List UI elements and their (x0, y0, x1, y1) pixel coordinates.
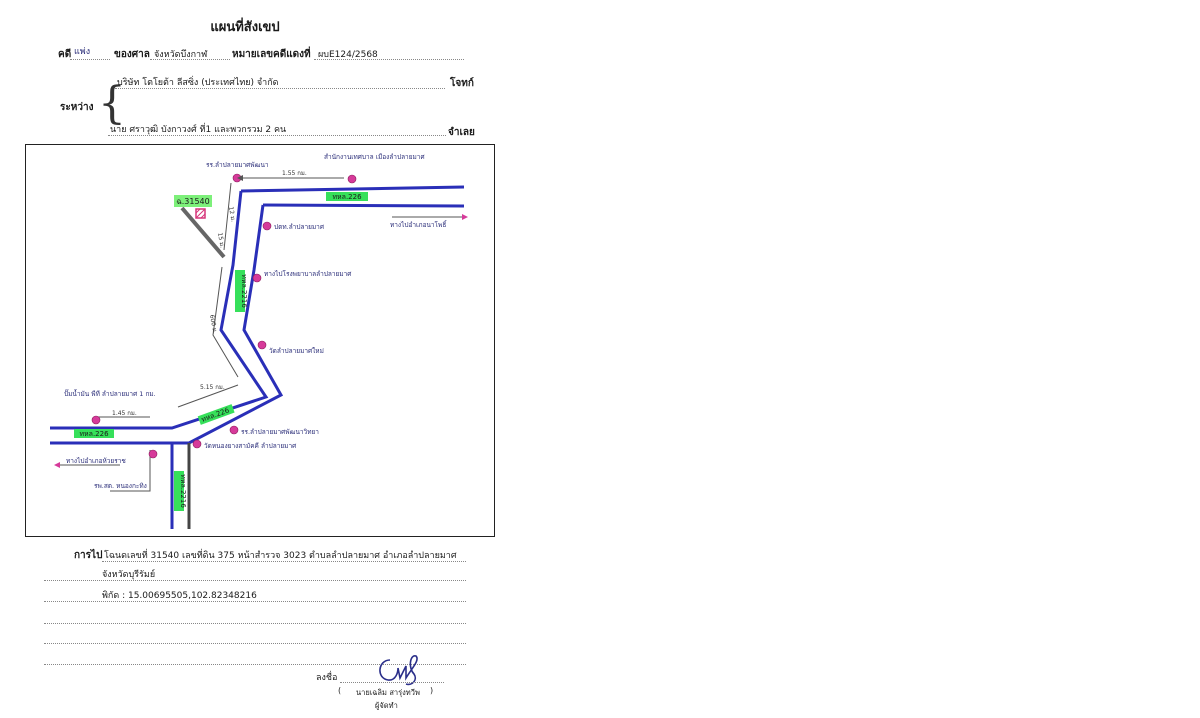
plot-marker (174, 195, 212, 218)
map-canvas (26, 145, 494, 536)
plaintiff-role: โจทก์ (450, 78, 474, 89)
distance-label: 5.15 กม. (200, 384, 225, 391)
distance-label: 12 ม. (227, 206, 237, 223)
signer-role: ผู้จัดทำ (375, 701, 398, 710)
plot-label: ฉ.31540 (176, 197, 210, 206)
distance-label: 1.45 กม. (112, 410, 137, 417)
distance-label: 1.55 กม. (282, 170, 307, 177)
court-field (150, 47, 230, 60)
road-vertical-inner (50, 205, 281, 443)
red-case-label: หมายเลขคดีแดงที่ (232, 49, 311, 60)
plaintiff-name: บริษัท โตโยต้า ลีสซิ่ง (ประเทศไทย) จำกัด (117, 78, 279, 88)
landmark-icon (149, 450, 157, 458)
case-type-field (70, 47, 110, 60)
case-label: คดี (58, 49, 72, 60)
landmark-icon (253, 274, 261, 282)
paren-open: ( (338, 686, 342, 695)
distance-label: 600 ม. (208, 314, 219, 335)
landmark-label: ทางไปโรงพยาบาลลำปลายมาศ (264, 270, 352, 278)
landmark-labels (64, 153, 448, 490)
distance-label: 15 ม. (216, 232, 226, 249)
distance-labels (112, 170, 307, 417)
coordinates: พิกัด : 15.00695505,102.82348216 (102, 591, 257, 601)
signer-name: นายเฉลิม สารุ่งทวีพ (356, 688, 420, 697)
route-label: การไป (74, 550, 103, 561)
landmark-label: รร.ลำปลายมาศพัฒนา (206, 161, 269, 169)
document-title: แผนที่สังเขป (210, 20, 280, 35)
landmark-label: ปั๊มน้ำมัน พีที ลำปลายมาศ 1 กม. (64, 390, 156, 398)
road-label-1: ทหล.226 (332, 193, 362, 201)
road-north (241, 187, 464, 191)
sketch-map (25, 144, 495, 537)
landmark-icon (193, 440, 201, 448)
landmark-label: ปตท.ลำปลายมาศ (274, 223, 324, 231)
landmark-icon (263, 222, 271, 230)
landmark-label (324, 153, 425, 161)
court-label: ของศาล (114, 49, 150, 60)
court-name: จังหวัดบึงกาฬ (154, 50, 208, 60)
landmark-label: ทางไปอำเภอนาโพธิ์ (390, 221, 447, 229)
road-label-3: ทหล.226 (200, 406, 231, 424)
arrow-east-icon (462, 214, 468, 220)
landmark-icon (258, 341, 266, 349)
red-case-number: ผบE124/2568 (318, 50, 378, 60)
road-network (50, 187, 464, 529)
landmark-label: วัดลำปลายมาศใหม่ (269, 347, 324, 355)
road-label-4: ทหล.226 (79, 430, 109, 438)
route-text-1: โฉนดเลขที่ 31540 เลขที่ดิน 375 หน้าสำรวจ 3023 ตำบลลำปลายมาศ อำเภอลำปลายมาศ (104, 551, 457, 561)
road-east (263, 205, 464, 206)
road-label-5: ทหล.2216 (179, 474, 187, 508)
route-line-2 (44, 566, 466, 581)
road-label-2: ทหล.2216 (240, 274, 248, 308)
landmark-icon (92, 416, 100, 424)
blank-line-1 (44, 622, 466, 624)
red-case-field (314, 47, 464, 60)
case-type: แพ่ง (74, 47, 91, 57)
defendant-field (108, 122, 446, 136)
landmark-label-part: สำนักงานเทศบาล เมืองลำปลายมาศ (324, 153, 425, 161)
sign-label: ลงชื่อ (316, 673, 338, 683)
landmark-label: วัดหนองยางสามัคคี ลำปลายมาศ (204, 442, 297, 450)
landmark-label: รพ.สต. หนองกะทิง (94, 482, 147, 490)
route-text-2: จังหวัดบุรีรัมย์ (102, 570, 156, 580)
plot-hatch (196, 209, 205, 218)
plaintiff-field (115, 75, 445, 89)
blank-line-2 (44, 642, 466, 644)
sign-line (340, 681, 444, 683)
arrow-west-icon (54, 462, 60, 468)
landmark-label: รร.ลำปลายมาศพัฒนาวิทยา (241, 428, 319, 436)
between-label: ระหว่าง (60, 102, 94, 113)
landmark-label: ทางไปอำเภอห้วยราช (66, 457, 126, 465)
paren-close: ) (430, 686, 434, 695)
route-line-1 (102, 547, 466, 562)
defendant-name: นาย ศราวุฒิ บังกาวงศ์ ที่1 และพวกรวม 2 คน (110, 125, 287, 135)
landmark-icon (348, 175, 356, 183)
brace: { (98, 78, 126, 129)
defendant-role: จำเลย (448, 127, 475, 138)
landmark-icon (230, 426, 238, 434)
coords-line (44, 587, 466, 602)
